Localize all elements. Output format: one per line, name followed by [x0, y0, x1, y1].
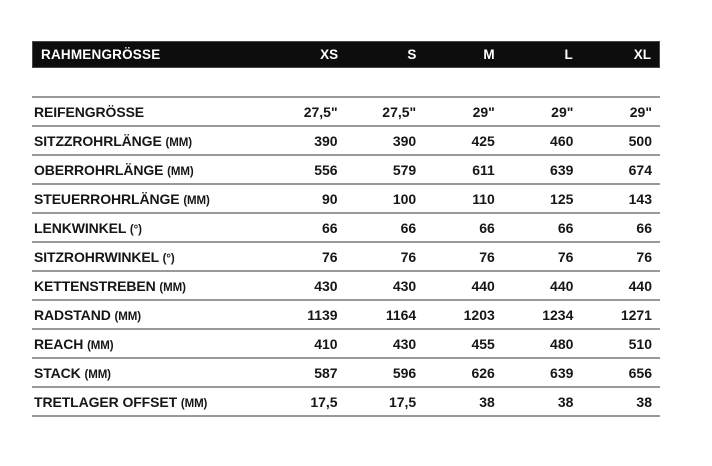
- value-cell: 66: [479, 219, 495, 236]
- column-header-m: M: [483, 47, 495, 62]
- value-cell: 611: [472, 161, 495, 178]
- value-cell: 430: [392, 277, 417, 294]
- row-label: [32, 220, 267, 236]
- value-cell: 390: [314, 132, 338, 149]
- table-header-row: [32, 41, 660, 68]
- value-cell: 440: [471, 277, 495, 294]
- value-cell: 410: [314, 335, 338, 352]
- value-cell: 1234: [542, 306, 574, 323]
- value-cell: 125: [550, 190, 574, 207]
- value-cell: 1203: [463, 306, 495, 323]
- value-cell: 596: [392, 364, 417, 381]
- value-cell: 110: [472, 190, 495, 207]
- frame-size-header-label: RAHMENGRÖSSE: [41, 47, 161, 62]
- table-row: [32, 386, 660, 415]
- value-cell: 76: [557, 248, 574, 265]
- row-label-text: SITZROHRWINKEL: [34, 248, 159, 265]
- value-cell: 674: [628, 161, 652, 178]
- value-cell: 626: [471, 364, 495, 381]
- value-cell: 38: [479, 393, 495, 410]
- row-label: [32, 191, 267, 207]
- value-cell: 76: [636, 248, 652, 265]
- table-row: [32, 212, 660, 241]
- table-row: [32, 357, 660, 386]
- value-cell: 639: [550, 364, 574, 381]
- geometry-table: [32, 41, 660, 417]
- row-label-text: KETTENSTREBEN: [34, 277, 156, 294]
- value-cell: 1139: [307, 306, 338, 323]
- value-cell: 100: [392, 190, 417, 207]
- row-unit: (MM): [180, 397, 208, 410]
- value-cell: 17,5: [310, 393, 338, 410]
- row-label-text: SITZZROHRLÄNGE: [34, 132, 162, 149]
- row-label: [32, 394, 267, 410]
- value-cell: 390: [392, 132, 417, 149]
- row-label-text: REIFENGRÖSSE: [34, 103, 145, 120]
- row-unit: (°): [162, 252, 175, 265]
- value-cell: 460: [550, 132, 574, 149]
- table-row: [32, 96, 660, 125]
- value-cell: 76: [322, 248, 338, 265]
- value-cell: 76: [400, 248, 417, 265]
- value-cell: 27,5": [382, 103, 417, 120]
- row-label: [32, 104, 267, 120]
- value-cell: 579: [392, 161, 417, 178]
- row-label-text: REACH: [34, 335, 84, 352]
- value-cell: 66: [636, 219, 652, 236]
- table-row: [32, 183, 660, 212]
- row-label-text: OBERROHRLÄNGE: [34, 161, 164, 178]
- value-cell: 90: [322, 190, 338, 207]
- table-row: [32, 154, 660, 183]
- row-unit: (MM): [84, 368, 111, 381]
- value-cell: 29": [551, 103, 574, 120]
- value-cell: 656: [628, 364, 652, 381]
- table-row: [32, 241, 660, 270]
- row-label: [32, 336, 267, 352]
- value-cell: 66: [322, 219, 338, 236]
- row-unit: (MM): [159, 281, 186, 294]
- value-cell: 27,5": [303, 103, 338, 120]
- value-cell: 480: [550, 335, 574, 352]
- table-row: [32, 270, 660, 299]
- row-unit: (MM): [87, 339, 114, 352]
- value-cell: 425: [471, 132, 495, 149]
- row-unit: (MM): [165, 136, 192, 149]
- row-label-text: STACK: [34, 364, 81, 381]
- value-cell: 587: [314, 364, 338, 381]
- row-label-text: RADSTAND: [34, 306, 111, 323]
- row-label: [32, 278, 267, 294]
- value-cell: 1164: [385, 306, 417, 323]
- column-header-s: S: [407, 47, 417, 62]
- value-cell: 29": [629, 103, 652, 120]
- value-cell: 29": [472, 103, 495, 120]
- value-cell: 17,5: [388, 393, 417, 410]
- row-unit: (MM): [114, 310, 141, 323]
- value-cell: 143: [628, 190, 652, 207]
- row-label-text: STEUERROHRLÄNGE: [34, 190, 180, 207]
- value-cell: 510: [628, 335, 652, 352]
- table-row: [32, 299, 660, 328]
- row-label: [32, 365, 267, 381]
- row-label-text: LENKWINKEL: [34, 219, 127, 236]
- row-unit: (°): [129, 223, 142, 236]
- row-label-text: TRETLAGER OFFSET: [34, 393, 178, 410]
- row-unit: (MM): [183, 194, 210, 207]
- value-cell: 66: [557, 219, 574, 236]
- value-cell: 38: [557, 393, 574, 410]
- value-cell: 76: [479, 248, 495, 265]
- value-cell: 38: [636, 393, 652, 410]
- value-cell: 430: [392, 335, 417, 352]
- row-label: [32, 133, 267, 149]
- value-cell: 500: [628, 132, 652, 149]
- row-unit: (MM): [167, 165, 194, 178]
- value-cell: 440: [628, 277, 652, 294]
- column-header-l: L: [564, 47, 573, 62]
- column-header-xs: XS: [320, 47, 339, 62]
- value-cell: 455: [471, 335, 495, 352]
- value-cell: 1271: [620, 306, 652, 323]
- row-label: [32, 249, 267, 265]
- table-row: [32, 328, 660, 357]
- value-cell: 556: [314, 161, 338, 178]
- value-cell: 639: [550, 161, 574, 178]
- value-cell: 430: [314, 277, 338, 294]
- value-cell: 440: [550, 277, 574, 294]
- table-body: [32, 96, 660, 417]
- table-row: [32, 125, 660, 154]
- row-label: [32, 162, 267, 178]
- value-cell: 66: [400, 219, 417, 236]
- column-header-xl: XL: [633, 47, 651, 62]
- row-label: [32, 307, 267, 323]
